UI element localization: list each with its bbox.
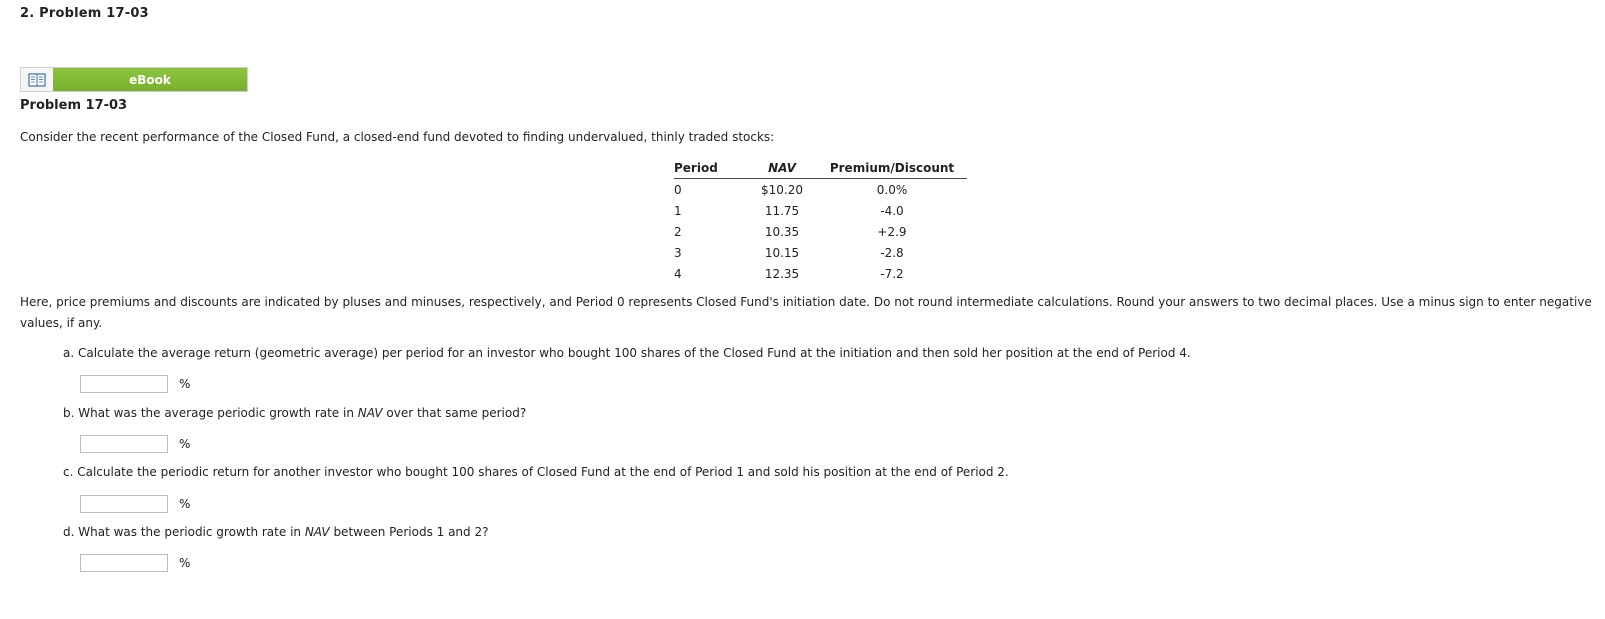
data-table xyxy=(674,160,967,284)
cell-nav: 10.15 xyxy=(764,245,800,260)
cell-premium: -7.2 xyxy=(880,266,904,281)
percent-unit: % xyxy=(179,556,191,570)
ebook-button[interactable] xyxy=(20,67,248,92)
question-a: a. Calculate the average return (geometric average) per period for an investor who bought 100 shares of the Closed Fund at the initiation and then sold her position at the end of Period 4. xyxy=(63,346,1191,360)
answer-input-c[interactable] xyxy=(80,495,168,513)
cell-nav: 12.35 xyxy=(764,266,800,281)
cell-period: 2 xyxy=(674,224,682,239)
percent-unit: % xyxy=(179,497,191,511)
question-d-prefix: d. What was the periodic growth rate in xyxy=(63,525,305,539)
cell-period: 0 xyxy=(674,182,682,197)
table-row xyxy=(674,221,967,242)
table-row xyxy=(674,242,967,263)
answer-row-c xyxy=(80,495,190,513)
answer-input-d[interactable] xyxy=(80,554,168,572)
answer-input-b[interactable] xyxy=(80,435,168,453)
cell-premium: -4.0 xyxy=(880,203,904,218)
cell-nav: $10.20 xyxy=(761,182,803,197)
table-header-row xyxy=(674,160,967,179)
percent-unit: % xyxy=(179,377,191,391)
question-d-suffix: between Periods 1 and 2? xyxy=(329,525,489,539)
answer-row-d xyxy=(80,554,190,572)
question-b-nav-term: NAV xyxy=(357,406,383,420)
table-row xyxy=(674,200,967,221)
question-b-suffix: over that same period? xyxy=(382,406,527,420)
ebook-label[interactable]: eBook xyxy=(53,68,247,91)
question-b-prefix: b. What was the average periodic growth rate in xyxy=(63,406,358,420)
cell-nav: 10.35 xyxy=(764,224,800,239)
problem-heading: Problem 17-03 xyxy=(20,98,128,113)
question-c: c. Calculate the periodic return for another investor who bought 100 shares of Closed Fund at the end of Period 1 and sold his position at the end of Period 2. xyxy=(63,465,1009,479)
cell-premium: 0.0% xyxy=(876,182,908,197)
question-title: 2. Problem 17-03 xyxy=(20,6,149,21)
cell-period: 4 xyxy=(674,266,682,281)
cell-premium: +2.9 xyxy=(877,224,907,239)
cell-premium: -2.8 xyxy=(880,245,904,260)
header-premium: Premium/Discount xyxy=(817,160,967,179)
cell-nav: 11.75 xyxy=(764,203,800,218)
table-row xyxy=(674,263,967,284)
intro-text: Consider the recent performance of the Closed Fund, a closed-end fund devoted to finding undervalued, thinly traded stocks: xyxy=(20,130,775,144)
instructions-text: Here, price premiums and discounts are indicated by pluses and minuses, respectively, and Period 0 represents Closed Fund's initiation date. Do not round intermediate calculations. Round your answers to two decimal places. Use a minus sign to enter negative values, if any. xyxy=(20,295,1592,330)
book-icon xyxy=(21,68,53,91)
question-b xyxy=(63,406,526,420)
table-row xyxy=(674,179,967,201)
answer-row-a xyxy=(80,375,190,393)
header-nav: NAV xyxy=(747,160,817,179)
question-d-nav-term: NAV xyxy=(304,525,330,539)
header-period: Period xyxy=(674,160,747,179)
percent-unit: % xyxy=(179,437,191,451)
answer-input-a[interactable] xyxy=(80,375,168,393)
cell-period: 1 xyxy=(674,203,682,218)
cell-period: 3 xyxy=(674,245,682,260)
answer-row-b xyxy=(80,435,190,453)
question-d xyxy=(63,525,488,539)
